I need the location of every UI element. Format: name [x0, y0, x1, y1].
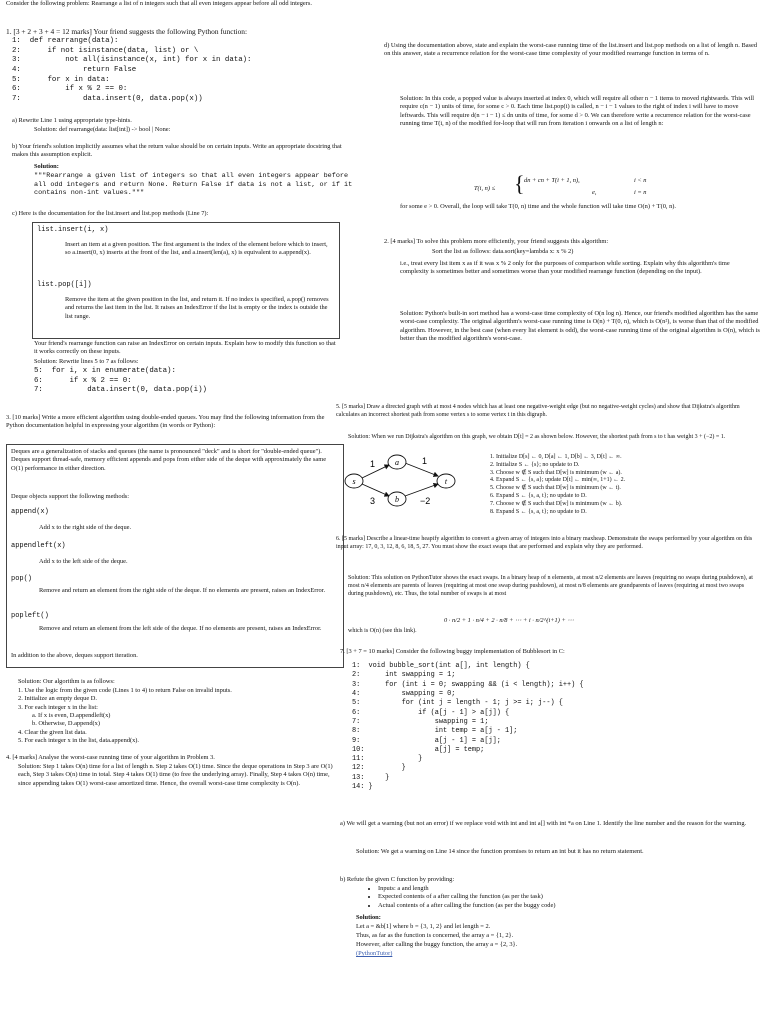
q1d-solution-end: for some e > 0. Overall, the loop will take T(0, n) time and the whole function will take time O(n) + T(0, n).	[400, 203, 677, 210]
q3-solution: Solution: Our algorithm is as follows:	[18, 678, 115, 685]
q2-solution: Solution: Python's built-in sort method has a worst-case time complexity of O(n log n). Hence, our friend's modified algorithm has the same worst-case complexity. The original algorithm's worst-case running time is O(n) + T(0, n), which is O(n²), is worse than that of the modified algorithm. However, in the best case (when every list element is odd), the worst-case running time of the original algorithm is O(n), which is better than the modified algorithm's worst-case.	[400, 310, 760, 342]
q1b-question: b) Your friend's solution implicitly assumes what the return value should be on certain inputs. Write an appropriate docstring that makes this assumption explicit.	[12, 143, 342, 159]
q1b-solution-label: Solution:	[34, 163, 59, 170]
deque-iteration: In addition to the above, deques support iteration.	[11, 652, 138, 659]
q3-step: a. If x is even, D.appendleft(x)	[32, 711, 111, 719]
q1c-text: Your friend's rearrange function can raise an IndexError on certain inputs. Explain how to modify this function so that it works correctly on these inputs.	[34, 340, 336, 356]
dijkstra-step: 1. Initialize D[s] ← 0, D[a] ← 1, D[b] ← 3, D[t] ← ∞.	[490, 454, 622, 460]
recurrence-lhs: T(i, n) ≤	[474, 185, 496, 192]
q4-solution: Solution: Step 1 takes O(n) time for a list of length n. Step 2 takes O(1) time. Since the deque operations in Step 3 are O(1) each, Step 3 takes O(n) time in total. Step 4 takes O(1) time (to free the underlying array). Finally, Step 4 takes O(n) time, since appending takes O(1) worst-case amortized time. Hence, the overall worst-case time complexity is O(n).	[18, 763, 333, 787]
edge-b-t	[405, 484, 438, 496]
weight-a-t: 1	[422, 456, 428, 466]
edge-s-a	[362, 465, 389, 478]
q7-code: 1: void bubble_sort(int a[], int length) { 2: int swapping = 1; 3: for (int i = 0; swapping && (i < length); i++) { 4: swapping = 0; 5: for (int j = length - 1; j >= i; j--) { 6: if (a[j - 1] > a[j]) { 7: swapping = 1; 8: int temp = a[j - 1]; 9: a[j - 1] = a[j]; 10: a[j] = temp; 11: } 12: } 13: } 14: }	[352, 662, 584, 792]
q1c-code: 5: for i, x in enumerate(data): 6: if x % 2 == 0: 7: data.insert(0, data.pop(i))	[34, 367, 207, 395]
q3-steps	[18, 687, 338, 745]
q3-step: 4. Clear the given list data.	[18, 728, 87, 736]
q1b-docstring: """Rearrange a given list of integers so that all even integers appear before all odd integers and return None. Return False if data is not a list, or if it contains non-int values."""	[34, 172, 353, 198]
q3-heading: 3. [10 marks] Write a more efficient algorithm using double-ended queues. You may find the following information from the Python documentation helpful in expressing your algorithm (in words or Python):	[6, 414, 325, 430]
q1a-question: a) Rewrite Line 1 using appropriate type-hints.	[12, 117, 132, 124]
q2-heading: 2. [4 marks] To solve this problem more efficiently, your friend suggests this algorithm:	[384, 238, 609, 245]
q1-code: 1: def rearrange(data): 2: if not isinstance(data, list) or \ 3: not all(isinstance(x, int) for x in data): 4: return False 5: for x in data: 6: if x % 2 == 0: 7: data.insert(0, data.pop(x))	[12, 37, 252, 103]
q7-heading: 7. [3 + 7 = 10 marks] Consider the following buggy implementation of Bubblesort in C:	[340, 648, 565, 655]
edge-s-b	[362, 484, 389, 496]
node-a-label: a	[395, 458, 399, 467]
node-t-label: t	[444, 477, 448, 486]
q7b-solution-label: Solution:	[356, 914, 381, 921]
dijkstra-steps	[490, 454, 758, 516]
q7b-solution-1: Let a = &b[1] where b = {3, 1, 2} and let length = 2.	[356, 923, 491, 930]
method-popleft: popleft()	[11, 612, 49, 620]
recurrence	[474, 171, 734, 201]
insert-signature: list.insert(i, x)	[37, 226, 109, 234]
method-appendleft-desc: Add x to the left side of the deque.	[39, 558, 128, 565]
q1-heading: 1. [3 + 2 + 3 + 4 = 12 marks] Your friend suggests the following Python function:	[6, 27, 248, 36]
q6-series: 0 · n/2 + 1 · n/4 + 2 · n/8 + ⋯ + i · n/2^(i+1) + ⋯	[444, 617, 574, 624]
q1d-solution: Solution: In this code, a popped value is always inserted at index 0, which will require all other n − 1 items to moved rightwards. This will require c(n − 1) units of time, for some c > 0. Each time list.pop(i) is called, n − i − 1 values to the right of index i will have to move leftwards. This will require d(n − i − 1) ≤ dn units of time, for some d > 0. We can therefore write a recurrence relation for the worst-case running time T(i, n) of the modified for-loop that will run from iteration i onwards on a list of length n:	[400, 95, 755, 127]
q7a-question: a) We will get a warning (but not an error) if we replace void with int and int a[] with int *a on Line 1. Identify the line number and the reason for the warning.	[340, 820, 747, 827]
recurrence-cond2: i = n	[634, 189, 647, 196]
q7b-item: • Expected contents of a after calling the function (as per the task)	[378, 893, 768, 901]
q6-end: which is O(n) (see this link).	[348, 628, 417, 634]
q5-solution: Solution: When we run Dijkstra's algorithm on this graph, we obtain D[t] = 2 as shown below. However, the shortest path from s to t has weight 3 + (−2) = 1.	[348, 434, 726, 440]
insert-description: Insert an item at a given position. The first argument is the index of the element before which to insert, so a.insert(0, x) inserts at the front of the list, and a.insert(len(a), x) is equivalent to a.append(x).	[65, 241, 328, 257]
q3-step: 1. Use the logic from the given code (Lines 1 to 4) to return False on invalid inputs.	[18, 687, 232, 694]
dijkstra-step: 8. Expand S ← {s, a, t}; no update to D.	[490, 508, 587, 515]
pop-description: Remove the item at the given position in the list, and return it. If no index is specified, a.pop() removes and returns the last item in the list. It raises an IndexError if the list is empty or the index is outside the list range.	[65, 296, 329, 320]
deque-intro: Deques are a generalization of stacks and queues (the name is pronounced "deck" and is short for "double-ended queue"). Deques support thread-safe, memory efficient appends and pops from either side of the deque with approximately the same O(1) performance in either direction.	[11, 448, 327, 472]
problem-statement: Consider the following problem: Rearrange a list of n integers such that all even integers appear before all odd integers.	[6, 0, 312, 7]
q3-step: 2. Initialize an empty deque D.	[18, 695, 97, 703]
recurrence-cond1: i < n	[634, 177, 647, 184]
q7a-solution: Solution: We get a warning on Line 14 since the function promises to return an int but it has no return statement.	[356, 848, 644, 855]
method-pop: pop()	[11, 575, 33, 583]
pop-signature: list.pop([i])	[37, 281, 92, 289]
q5-heading: 5. [5 marks] Draw a directed graph with at most 4 nodes which has at least one negative-weight edge (but no negative-weight cycles) and show that Dijkstra's algorithm calculates an incorrect shortest path from some vertex s to some vertex t in this digraph.	[336, 404, 740, 418]
q2-algorithm: Sort the list as follows: data.sort(key=lambda x: x % 2)	[432, 248, 574, 255]
recurrence-brace: {	[514, 171, 525, 196]
q7b-solution-3: However, after calling the buggy function, the array a = {2, 3}.	[356, 941, 518, 948]
q7b-solution-2: Thus, as far as the function is concerned, the array a = {1, 2}.	[356, 932, 514, 939]
dijkstra-step: 7. Choose w ∉ S such that D[w] is minimum (w ← b).	[490, 500, 623, 507]
q1a-solution: Solution: def rearrange(data: list[int]) -> bool | None:	[34, 126, 171, 133]
dijkstra-step: 2. Initialize S ← {s}; no update to D.	[490, 461, 580, 468]
q3-step: b. Otherwise, D.append(x)	[32, 720, 100, 728]
weight-b-t: −2	[420, 496, 431, 506]
q1d-question: d) Using the documentation above, state and explain the worst-case running time of the list.insert and list.pop methods on a list of length n. Based on this answer, state a recurrence relation for the worst-case time complexity of your modified rearrange function in terms of n.	[384, 42, 758, 58]
dijkstra-graph	[342, 450, 482, 512]
method-appendleft: appendleft(x)	[11, 542, 66, 550]
deque-support: Deque objects support the following methods:	[11, 493, 130, 500]
recurrence-case1: dn + cn + T(i + 1, n),	[524, 177, 580, 184]
q3-step: 3. For each integer x in the list:	[18, 703, 98, 711]
deque-docs-box	[6, 444, 344, 668]
weight-s-b: 3	[370, 496, 376, 506]
q6-heading: 6. [5 marks] Describe a linear-time heapify algorithm to convert a given array of integers into a binary maxheap. Demonstrate the swaps performed by your algorithm on this input array: 17, 0, 3, 12, 8, 6, 18, 5, 27. You must show the exact swaps that are performed and explain why they are performed.	[336, 536, 753, 550]
method-pop-desc: Remove and return an element from the right side of the deque. If no elements are present, raises an IndexError.	[39, 587, 326, 594]
q3-step: 5. For each integer x in the list, data.append(x).	[18, 736, 140, 744]
q7b-item: • Actual contents of a after calling the function (as per the buggy code)	[378, 902, 768, 910]
dijkstra-step: 3. Choose w ∉ S such that D[w] is minimum (w ← a).	[490, 469, 622, 476]
node-s-label: s	[352, 477, 356, 486]
method-popleft-desc: Remove and return an element from the left side of the deque. If no elements are present, raises an IndexError.	[39, 625, 322, 632]
q1c-question: c) Here is the documentation for the list.insert and list.pop methods (Line 7):	[12, 210, 209, 217]
method-append-desc: Add x to the right side of the deque.	[39, 524, 132, 531]
dijkstra-step: 4. Expand S ← {s, a}; update D[t] ← min(∞, 1+1) ← 2.	[490, 477, 626, 484]
method-append: append(x)	[11, 508, 49, 516]
q2-text: i.e., treat every list item x as if it was x % 2 only for the purposes of comparison while sorting. Explain why this algorithm's time complexity is sometimes better and sometimes worse than your modified rearrange function (depending on the input).	[400, 260, 730, 276]
pythontutor-link[interactable]: (PythonTutor)	[356, 950, 393, 957]
q4-heading: 4. [4 marks] Analyse the worst-case running time of your algorithm in Problem 3.	[6, 754, 215, 761]
dijkstra-step: 6. Expand S ← {s, a, t}; no update to D.	[490, 492, 587, 499]
q1c-solution: Solution: Rewrite lines 5 to 7 as follows:	[34, 358, 139, 365]
q6-solution: Solution: This solution on PythonTutor shows the exact swaps. In a binary heap of n elements, at most n/2 elements are leaves (requiring no swaps during pushdown), at most n/4 elements are parents of leaves (requiring at most one swap during pushdown), at most n/8 elements are grandparents of leaves (requiring at most two swaps during pushdown), etc. Thus, the total number of swaps is at most	[348, 575, 753, 597]
node-b-label: b	[395, 495, 399, 504]
q7b-item: • Inputs: a and length	[378, 885, 768, 893]
dijkstra-step: 5. Choose w ∉ S such that D[w] is minimum (w ← t).	[490, 485, 621, 492]
recurrence-case2: e,	[592, 189, 597, 196]
q7b-list	[356, 885, 768, 910]
q7b-question: b) Refute the given C function by providing:	[340, 876, 455, 883]
weight-s-a: 1	[370, 459, 376, 469]
list-docs-box	[32, 222, 340, 339]
